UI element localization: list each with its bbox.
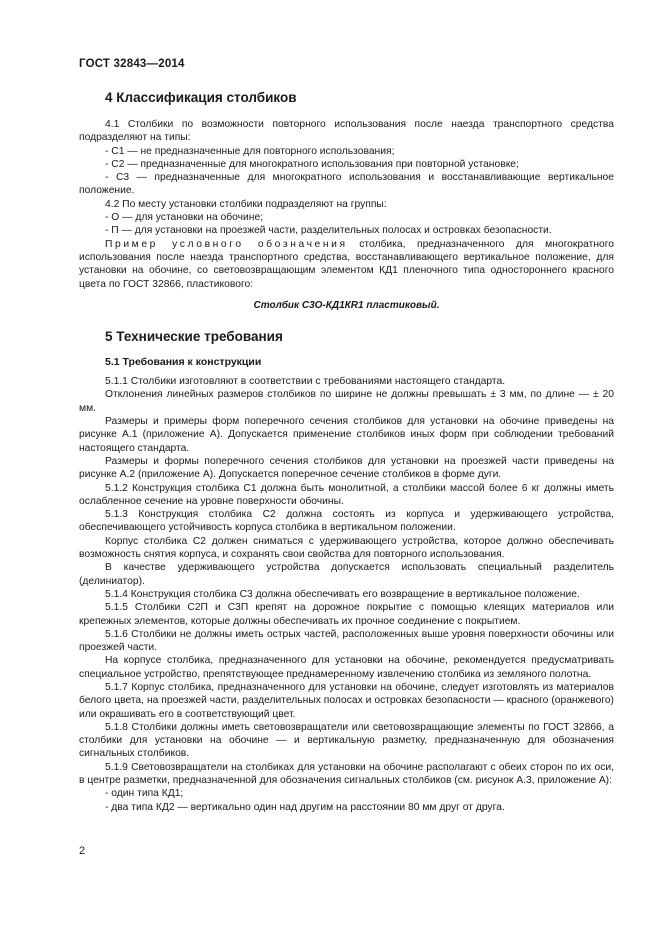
paragraph-c2-body: Корпус столбика С2 должен сниматься с удерживающего устройства, которое должно обеспечивать возможность снятия корпуса, и сохранять свои свойства для повторного использования.	[79, 535, 614, 561]
paragraph-5-1-1: 5.1.1 Столбики изготовляют в соответствии с требованиями настоящего стандарта.	[105, 376, 506, 388]
example-paragraph	[79, 238, 614, 291]
paragraph-4-2: 4.2 По месту установки столбики подразделяют на группы:	[105, 198, 387, 210]
page-content	[79, 89, 614, 814]
paragraph-5-1-6: 5.1.6 Столбики не должны иметь острых частей, расположенных выше уровня поверхности обочины или проезжей части.	[79, 628, 614, 654]
subsection-5-1-title: 5.1 Требования к конструкции	[105, 356, 262, 369]
list-item-kd1: - один типа КД1;	[105, 788, 184, 800]
paragraph-5-1-8: 5.1.8 Столбики должны иметь световозвращатели или световозвращающие элементы по ГОСТ 32866, а столбики для установки на обочине — и вертикальную разметку, предназначенную для обозначения сигнальных столбиков.	[79, 721, 614, 760]
paragraph-5-1-3: 5.1.3 Конструкция столбика С2 должна состоять из корпуса и удерживающего устройства, обеспечивающего устойчивость корпуса столбика в вертикальном положении.	[79, 509, 614, 534]
list-item-type-c1: - С1 — не предназначенные для повторного использования;	[105, 145, 395, 157]
example-text: столбика, предназначенного для многократного использования после наезда транспортного средства, восстанавливающего вертикальное положение, для установки на обочине, со световозвращающим элементом КД1 пленочного типа одностороннего красного цвета по ГОСТ 32866, пластикового:	[79, 238, 614, 290]
paragraph-delineator: В качестве удерживающего устройства допускается использовать специальный разделитель (делиниатор).	[79, 562, 614, 587]
paragraph-5-1-4: 5.1.4 Конструкция столбика С3 должна обеспечивать его возвращение в вертикальное положение.	[105, 588, 580, 600]
list-item-group-p: - П — для установки на проезжей части, разделительных полосах и островках безопасности.	[105, 225, 552, 237]
section-5-title: 5 Технические требования	[105, 329, 283, 345]
example-designation: Столбик С3О-КД1КR1 пластиковый.	[253, 299, 440, 311]
paragraph-5-1-9: 5.1.9 Световозвращатели на столбиках для установки на обочине располагают с обеих сторон по их оси, в центре разметки, предназначенной для обозначения сигнальных столбиков (см. рисунок А.3, приложение А):	[79, 761, 614, 787]
list-item-group-o: - О — для установки на обочине;	[105, 212, 264, 224]
paragraph-4-1: 4.1 Столбики по возможности повторного использования после наезда транспортного средства подразделяют на типы:	[79, 119, 614, 144]
section-4-title: 4 Классификация столбиков	[105, 90, 297, 105]
list-item-kd2: - два типа КД2 — вертикально один над другим на расстоянии 80 мм друг от друга.	[105, 801, 505, 813]
paragraph-5-1-5: 5.1.5 Столбики С2П и С3П крепят на дорожное покрытие с помощью клеящих материалов или крепежных элементов, которые должны обеспечивать их прочное соединение с покрытием.	[79, 602, 614, 627]
paragraph-anti-removal: На корпусе столбика, предназначенного для установки на обочине, рекомендуется предусматривать специальное устройство, препятствующее преднамеренному извлечению столбика из земляного полотна.	[79, 655, 614, 680]
list-item-type-c2: - С2 — предназначенные для многократного использования при повторной установке;	[105, 158, 519, 170]
paragraph-tolerances: Отклонения линейных размеров столбиков по ширине не должны превышать ± 3 мм, по длине — ± 20 мм.	[79, 389, 614, 414]
page-number: 2	[79, 845, 86, 857]
list-item-type-c3: - С3 — предназначенные для многократного использования и восстанавливающие вертикальное положение.	[79, 172, 614, 197]
standard-header: ГОСТ 32843—2014	[79, 58, 185, 70]
example-label: Пример условного обозначения	[105, 238, 348, 250]
paragraph-roadway-sections: Размеры и формы поперечного сечения столбиков для установки на проезжей части приведены на рисунке А.2 (приложение А). Допускается поперечное сечение столбиков в форме дуги.	[79, 455, 614, 481]
paragraph-5-1-7: 5.1.7 Корпус столбика, предназначенного для установки на обочине, следует изготовлять из материалов белого цвета, на проезжей части, разделительных полосах и островках безопасности — красного (оранжевого) или окрашивать его в соответствующий цвет.	[79, 681, 614, 720]
paragraph-5-1-2: 5.1.2 Конструкция столбика С1 должна быть монолитной, а столбики массой более 6 кг должны иметь ослабленное сечение на уровне поверхности обочины.	[79, 482, 614, 507]
paragraph-shoulder-sections: Размеры и примеры форм поперечного сечения столбиков для установки на обочине приведены на рисунке А.1 (приложение А). Допускается применение столбиков иных форм при соблюдении требований настоящего стандарта.	[79, 416, 614, 454]
